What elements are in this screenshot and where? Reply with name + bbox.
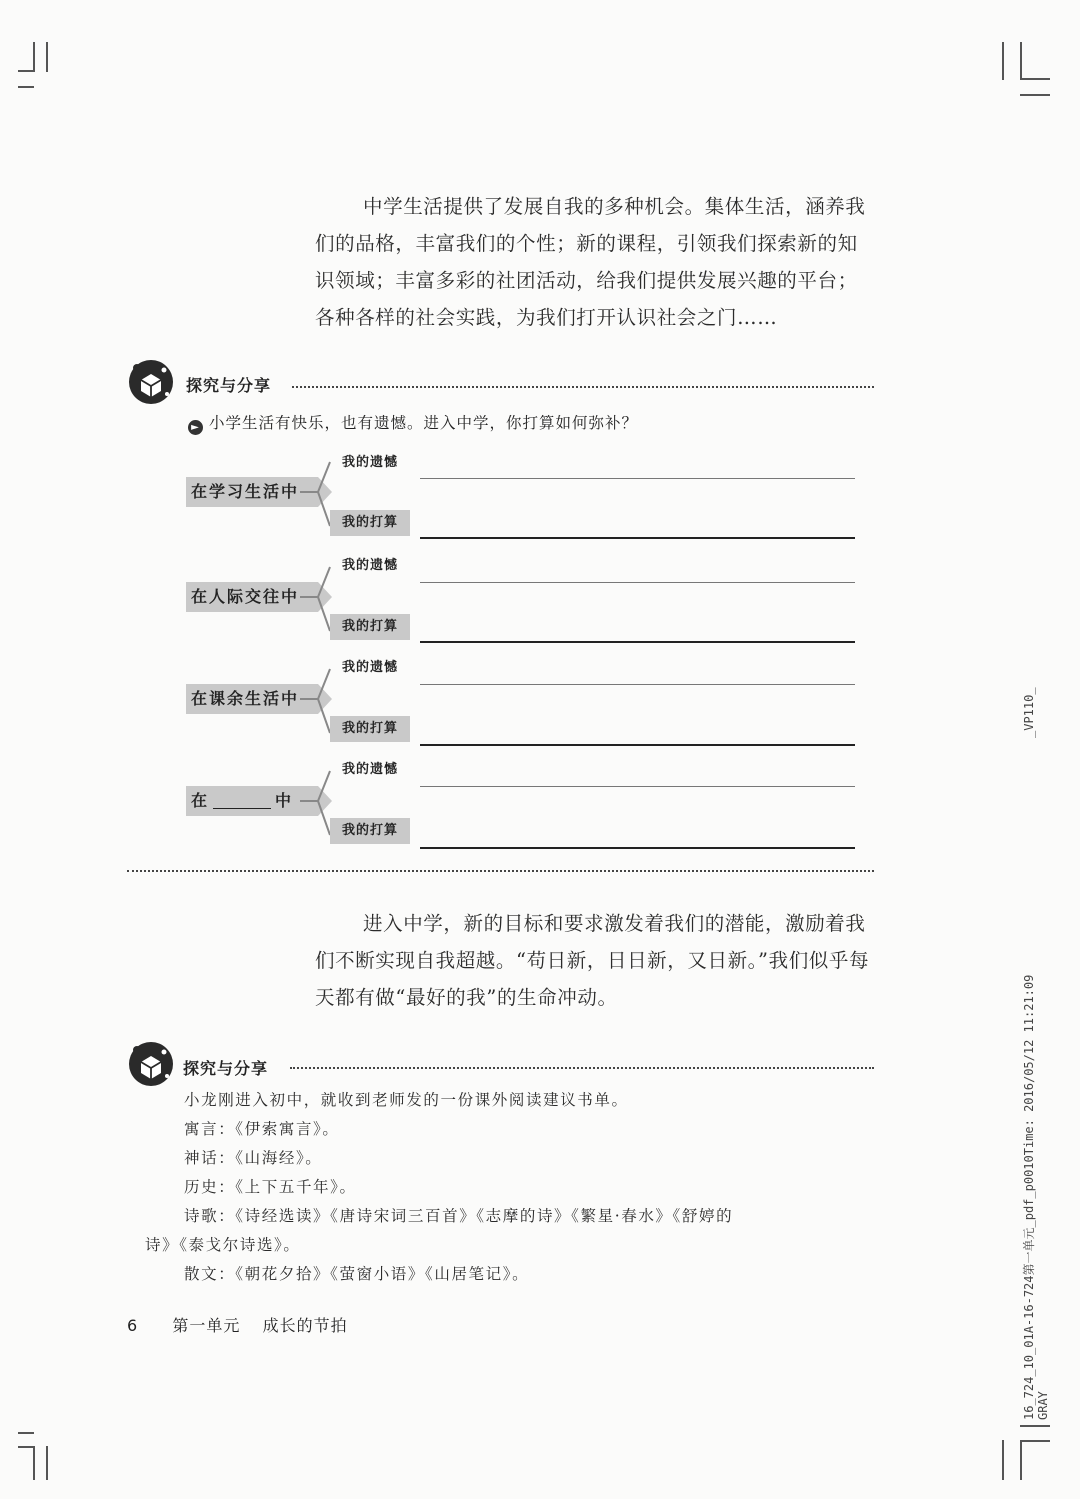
unit-title: 成长的节拍 — [262, 1316, 348, 1335]
regret-label: 我的遗憾 — [341, 762, 398, 777]
plan-line[interactable] — [420, 537, 855, 539]
regret-line[interactable] — [420, 582, 855, 583]
crop-mark — [18, 1446, 34, 1448]
crop-mark — [46, 42, 48, 72]
group-label-custom: 在 中 — [186, 786, 318, 816]
group-label: 在人际交往中 — [186, 582, 318, 612]
crop-mark — [18, 1432, 34, 1434]
plan-label: 我的打算 — [330, 716, 410, 742]
question: ► 小学生活有快乐，也有遗憾。进入中学，你打算如何弥补？ — [188, 411, 638, 435]
booklist-line: 诗》《泰戈尔诗选》。 — [145, 1236, 301, 1254]
plan-label: 我的打算 — [330, 818, 410, 844]
section-title: 探究与分享 — [186, 376, 272, 395]
plan-line[interactable] — [420, 744, 855, 746]
group-label: 在学习生活中 — [186, 477, 318, 507]
booklist-line: 诗歌：《诗经选读》《唐诗宋词三百首》《志摩的诗》《繁星·春水》《舒婷的 — [184, 1207, 734, 1225]
crop-mark — [18, 86, 34, 88]
crop-mark — [1002, 1440, 1004, 1480]
crop-mark — [1020, 42, 1022, 80]
intro-paragraph: 中学生活提供了发展自我的多种机会。集体生活，涵养我们的品格，丰富我们的个性；新的课程，引领我们探索新的知识领域；丰富多彩的社团活动，给我们提供发展兴趣的平台；各种各样的社会实践，为我们打开认识社会之门…… — [315, 195, 866, 329]
middle-paragraph: 进入中学，新的目标和要求激发着我们的潜能，激励着我们不断实现自我超越。“苟日新，日日新，又日新。”我们似乎每天都有做“最好的我”的生命冲动。 — [315, 912, 870, 1009]
crop-mark — [1020, 1440, 1050, 1442]
crop-mark — [1020, 94, 1050, 96]
group-label: 在课余生活中 — [186, 684, 318, 714]
dotted-rule — [292, 386, 874, 388]
crop-mark — [1020, 78, 1050, 80]
fill-blank[interactable] — [213, 790, 271, 809]
dotted-rule — [290, 1067, 874, 1069]
plan-line[interactable] — [420, 847, 855, 849]
booklist-line: 历史：《上下五千年》。 — [184, 1178, 357, 1196]
unit-number: 第一单元 — [172, 1316, 241, 1335]
crop-mark — [1020, 1425, 1050, 1427]
side-gray-text: GRAY — [1036, 1391, 1050, 1420]
crop-mark — [33, 42, 35, 72]
section-title: 探究与分享 — [183, 1059, 269, 1078]
plan-line[interactable] — [420, 641, 855, 643]
side-file-text: 16_724_10_01A-16-724第一单元_pdf_p0010Time: 2016/05/12 11:21:09 — [1022, 974, 1036, 1420]
crop-mark — [33, 1446, 35, 1480]
booklist-line: 散文：《朝花夕拾》《萤窗小语》《山居笔记》。 — [184, 1265, 530, 1283]
dotted-rule — [127, 870, 874, 872]
crop-mark — [1002, 42, 1004, 80]
booklist-line: 寓言：《伊索寓言》。 — [184, 1120, 340, 1138]
regret-line[interactable] — [420, 786, 855, 787]
plan-label: 我的打算 — [330, 614, 410, 640]
booklist-intro: 小龙刚进入初中，就收到老师发的一份课外阅读建议书单。 — [184, 1091, 629, 1109]
page-number: 6 — [127, 1316, 139, 1335]
page-footer — [127, 1313, 348, 1336]
side-vp-text: _VP110_ — [1022, 687, 1036, 738]
regret-line[interactable] — [420, 478, 855, 479]
arrow-bullet-icon: ► — [188, 420, 203, 435]
crop-mark — [1020, 1440, 1022, 1480]
regret-label: 我的遗憾 — [341, 455, 398, 470]
explore-share-icon — [127, 358, 175, 406]
booklist-line: 神话：《山海经》。 — [184, 1149, 323, 1167]
plan-label: 我的打算 — [330, 510, 410, 536]
explore-share-icon — [127, 1040, 175, 1088]
regret-label: 我的遗憾 — [341, 660, 398, 675]
crop-mark — [18, 70, 34, 72]
regret-label: 我的遗憾 — [341, 558, 398, 573]
crop-mark — [46, 1446, 48, 1480]
regret-line[interactable] — [420, 684, 855, 685]
